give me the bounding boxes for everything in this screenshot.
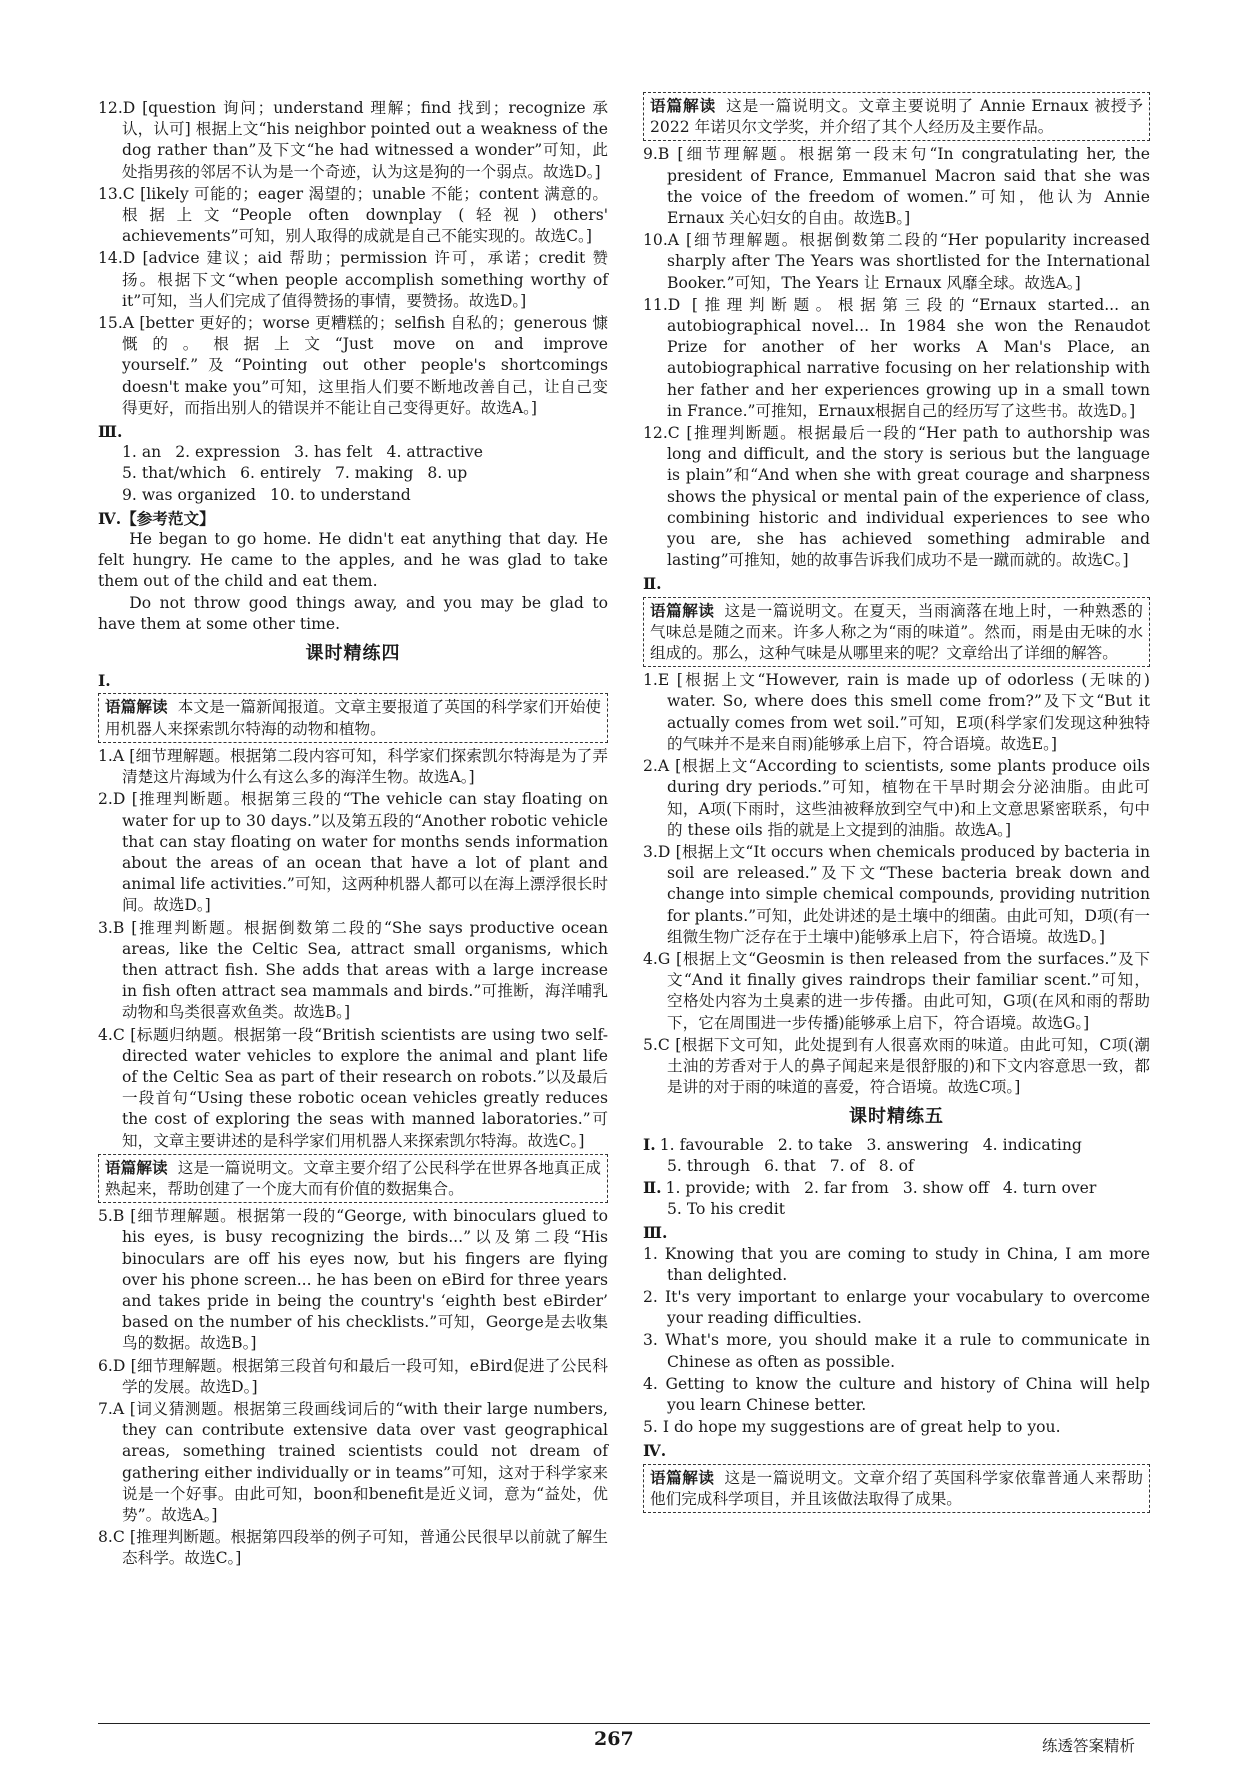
answer-item	[643, 230, 1150, 294]
section-1-label: Ⅰ.	[98, 671, 111, 691]
lesson-heading-4: 课时精练四	[305, 643, 401, 665]
answer-cell: 7. of	[829, 1156, 865, 1175]
answer-item	[643, 842, 1150, 948]
section-4-label: Ⅳ.【参考范文】	[98, 508, 215, 528]
answer-cell: 2. far from	[804, 1178, 889, 1197]
answer-number: 5.B	[98, 1207, 125, 1226]
answer-cell: 10. to understand	[270, 485, 411, 504]
box-text: 这是一篇说明文。文章主要介绍了公民科学在世界各地真正成熟起来，帮助创建了一个庞大而有价值的数据集合。	[105, 1158, 601, 1198]
section-label: Ⅱ.	[643, 1177, 662, 1197]
section-3-answers	[98, 442, 608, 506]
answer-item	[643, 295, 1150, 422]
translation-sentence: 3. What's more, you should make it a rule to communicate in Chinese as often as possible.	[643, 1331, 1150, 1371]
answer-cell: 9. was organized	[122, 485, 257, 504]
answer-cell: 1. an	[122, 443, 162, 462]
answer-explanation: [推理判断题。根据最后一段的“Her path to authorship was long and difficult, and the story is serious but the language is plain”和“And when she with great courage and sharpness shows the physical or mental pain of the experience of class, combining historic and individual experiences to see who you are, she has achieved something admirable and lasting”可推知，她的故事告诉我们成功不是一蹴而就的。故选C。]	[667, 424, 1150, 570]
answer-cell: 6. entirely	[240, 464, 321, 483]
box-text: 这是一篇说明文。文章介绍了英国科学家依靠普通人来帮助他们完成科学项目，并且该做法取得了成果。	[650, 1468, 1143, 1508]
exercise-4-label: Ⅳ.	[643, 1441, 667, 1461]
answer-item	[643, 144, 1150, 229]
answer-number: 8.C	[98, 1528, 125, 1547]
box-text: 本文是一篇新闻报道。文章主要报道了英国的科学家们开始使用机器人来探索凯尔特海的动物和植物。	[105, 698, 601, 738]
translation-sentence: 2. It's very important to enlarge your vocabulary to overcome your reading difficulties.	[643, 1287, 1150, 1328]
answer-number: 4.G	[643, 949, 671, 968]
box-label: 语篇解读	[105, 1157, 168, 1177]
passage-summary-box	[643, 1464, 1150, 1513]
answer-explanation: [标题归纳题。根据第一段“British scientists are using two self-directed water vehicles to explore the animal and plant life of the Celtic Sea as part of their research on robots.”以及最后一段首句“Using these robotic ocean vehicles greatly reduces the cost of exploring the seas with manned laboratories.”可知，文章主要讲述的是科学家们用机器人来探索凯尔特海。故选C。]	[122, 1025, 608, 1150]
answer-item	[98, 918, 608, 1024]
answer-number: 5.C	[643, 1035, 670, 1054]
answer-cell: 3. has felt	[294, 443, 373, 462]
answer-list-mid	[98, 746, 608, 1152]
answer-number: 3.B	[98, 918, 125, 937]
answer-cell: 7. making	[334, 464, 414, 483]
answer-number: 4.C	[98, 1025, 125, 1044]
answer-cell: 8. of	[878, 1156, 914, 1175]
answer-explanation: [细节理解题。根据倒数第二段的“Her popularity increased sharply after The Years was shortlisted for the International Booker.”可知，The Years 让 Ernaux 风靡全球。故选A。]	[667, 231, 1150, 292]
footer-rule	[98, 1723, 1150, 1724]
answer-number: 9.B	[643, 145, 670, 164]
answer-item	[98, 1527, 608, 1569]
answer-cell: 3. answering	[866, 1135, 969, 1154]
answer-cell: 5. that/which	[122, 464, 227, 483]
passage-summary-box	[643, 92, 1150, 141]
answer-number: 11.D	[643, 295, 681, 314]
translation-sentence: 5. I do hope my suggestions are of great help to you.	[643, 1418, 1061, 1437]
section-label: Ⅰ.	[643, 1134, 656, 1154]
answer-row	[643, 1134, 1150, 1156]
answer-cell: 1. favourable	[659, 1135, 764, 1154]
box-text: 这是一篇说明文。文章主要说明了 Annie Ernaux 被授予 2022 年诺贝尔文学奖，并介绍了其个人经历及主要作品。	[650, 97, 1143, 137]
section-3-label: Ⅲ.	[98, 422, 123, 442]
answer-list-bottom	[98, 1206, 608, 1569]
answer-explanation: [根据上文“Geosmin is then released from the surfaces.”及下文“And it finally gives raindrops their familiar scent.”可知，空格处内容为土臭素的进一步传播。由此可知，G项(在风和雨的帮助下，它在周围进一步传播)能够承上启下，符合语境。故选G。]	[667, 949, 1150, 1032]
answer-item	[98, 98, 608, 183]
answer-list-a	[643, 144, 1150, 571]
answer-explanation: [better 更好的；worse 更糟糕的；selfish 自私的；generous 慷慨的。根据上文“Just move on and improve yourself.”及“Pointing out other people's shortcomings doesn't make you”可知，这里指人们要不断地改善自己，让自己变得更好，而指出别人的错误并不能让自己变得更好。故选A。]	[122, 314, 608, 417]
answer-explanation: [根据上文“However, rain is made up of odorless (无味的) water. So, where does this smell come from?”及下文“But it actually comes from wet soil.”可知，E项(科学家们发现这种独特的气味并不是来自雨)能够承上启下，符合语境。故选E。]	[667, 671, 1150, 753]
lesson-heading-5: 课时精练五	[849, 1106, 944, 1128]
answer-number: 2.D	[98, 790, 126, 809]
answer-number: 6.D	[98, 1356, 126, 1375]
answer-item	[643, 756, 1150, 841]
answer-explanation: [推理判断题。根据第三段的“The vehicle can stay floating on water for up to 30 days.”以及第五段的“Another robotic vehicle that can stay floating on water for months sends information about the areas of an ocean that have a lot of plant and animal life activities.”可知，这两种机器人都可以在海上漂浮很长时间。故选D。]	[122, 790, 608, 915]
box-label: 语篇解读	[105, 697, 168, 717]
answer-cell: 8. up	[427, 464, 468, 483]
essay-paragraph-1: He began to go home. He didn't eat anything that day. He felt hungry. He came to the apples, and he was glad to take them out of the child and eat them.	[98, 530, 608, 591]
answer-cell: 5. through	[667, 1156, 751, 1175]
passage-summary-box	[643, 597, 1150, 668]
answer-number: 7.A	[98, 1399, 125, 1418]
answer-number: 12.C	[643, 424, 680, 443]
answer-cell: 5. To his credit	[667, 1200, 786, 1219]
answer-item	[98, 1025, 608, 1152]
answer-item	[643, 1035, 1150, 1099]
answer-explanation: [推理判断题。根据第三段的“Ernaux started... an autobiographical novel... In 1984 she won the Renaudot Prize for another of her works A Man's Place, an autobiographical narrative focusing on her relationship with her father and her experiences growing up in a small town in France.”可推知，Ernaux根据自己的经历写了这些书。故选D。]	[667, 295, 1150, 420]
answer-row	[98, 463, 608, 484]
footer-title: 练透答案精析	[1042, 1737, 1136, 1755]
translation-sentence: 4. Getting to know the culture and history of China will help you learn Chinese better.	[643, 1374, 1150, 1414]
right-column	[643, 98, 1150, 1516]
answer-item	[98, 313, 608, 419]
answer-number: 1.A	[98, 746, 125, 765]
answer-list-b	[643, 670, 1150, 1098]
answer-explanation: [根据上文“It occurs when chemicals produced by bacteria in soil are released.”及下文“These bacteria break down and change into simple chemical compounds, providing nutrition for plants.”可知，此处讲述的是土壤中的细菌。由此可知，D项(有一组微生物广泛存在于土壤中)能够承上启下，符合语境。故选D。]	[667, 842, 1151, 946]
answer-number: 13.C	[98, 184, 135, 203]
answer-number: 15.A	[98, 314, 135, 333]
answer-cell: 4. turn over	[1002, 1178, 1097, 1197]
answer-list-top	[98, 98, 608, 419]
page-number: 267	[594, 1728, 634, 1750]
box-label: 语篇解读	[650, 600, 715, 620]
box-text: 这是一篇说明文。在夏天，当雨滴落在地上时，一种熟悉的气味总是随之而来。许多人称之为“雨的味道”。然而，雨是由无味的水组成的。那么，这种气味是从哪里来的呢？文章给出了详细的解答。	[650, 601, 1143, 663]
answer-cell: 1. provide; with	[665, 1178, 791, 1197]
answer-number: 2.A	[643, 757, 670, 776]
answer-number: 10.A	[643, 231, 680, 250]
answer-explanation: [细节理解题。根据第二段内容可知，科学家们探索凯尔特海是为了弄清楚这片海域为什么有这么多的海洋生物。故选A。]	[122, 746, 608, 787]
answer-item	[643, 949, 1150, 1034]
answer-explanation: [根据下文可知，此处提到有人很喜欢雨的味道。由此可知，C项(潮土油的芳香对于人的鼻子闻起来是很舒服的)和下文内容意思一致，都是讲的对于雨的味道的喜爱，符合语境。故选C项。]	[667, 1035, 1150, 1097]
answer-explanation: [根据上文“According to scientists, some plants produce oils during dry periods.”可知，植物在干旱时期会分泌油脂。由此可知，A项(下雨时，这些油被释放到空气中)和上文意思紧密联系，句中的 these oils 指的就是上文提到的油脂。故选A。]	[667, 757, 1150, 839]
answer-explanation: [推理判断题。根据倒数第二段的“She says productive ocean areas, like the Celtic Sea, attract small organisms, which then attract fish. She adds that areas with a large increase in fish often attract sea mammals and birds.”可推断，海洋哺乳动物和鸟类很喜欢鱼类。故选B。]	[122, 918, 608, 1022]
answer-cell: 6. that	[764, 1156, 816, 1175]
answer-item	[98, 789, 608, 916]
answer-item	[98, 746, 608, 788]
answer-cell: 4. attractive	[386, 443, 483, 462]
exercise-3-sentences	[643, 1244, 1150, 1439]
answer-row	[643, 1156, 1150, 1177]
answer-row	[643, 1199, 1150, 1220]
answer-number: 3.D	[643, 842, 671, 861]
answer-item	[643, 423, 1150, 571]
box-label: 语篇解读	[650, 1467, 715, 1487]
box-label: 语篇解读	[650, 96, 717, 115]
answer-explanation: [细节理解题。根据第一段的“George, with binoculars glued to his eyes, is busy recognizing the birds...”以及第二段“His binoculars are off his eyes now, but his fingers are flying over his phone screen... he has been on eBird for three years and takes pride in being the country's ‘eighth best eBirder’ based on the number of his checklists.”可知，George是去收集鸟的数据。故选B。]	[122, 1207, 608, 1353]
answer-explanation: [advice 建议；aid 帮助；permission 许可，承诺；credit 赞扬。根据下文“when people accomplish something worthy of it”可知，当人们完成了值得赞扬的事情，要赞扬。故选D。]	[122, 249, 608, 310]
answer-item	[98, 1356, 608, 1398]
answer-cell: 3. show off	[902, 1178, 989, 1197]
answer-item	[98, 184, 608, 248]
answer-number: 1.E	[643, 671, 670, 690]
answer-explanation: [词义猜测题。根据第三段画线词后的“with their large numbers, they can contribute extensive data over vast geographical areas, something trained scientists could not dream of gathering either individually or in teams”可知，这对于科学家来说是一个好事。由此可知，boon和benefit是近义词，意为“益处，优势”。故选A。]	[122, 1399, 608, 1524]
essay-paragraph-2: Do not throw good things away, and you may be glad to have them at some other time.	[98, 593, 608, 633]
answer-item	[98, 1399, 608, 1526]
passage-summary-box	[98, 1154, 608, 1203]
answer-explanation: [question 询问；understand 理解；find 找到；recognize 承认，认可] 根据上文“his neighbor pointed out a weakness of the dog rather than”及下文“he had witnessed a wonder”可知，此处指男孩的邻居不认为是一个奇迹，认为这是狗的一个弱点。故选D。]	[122, 99, 608, 181]
answer-cell: 4. indicating	[982, 1135, 1082, 1154]
answer-explanation: [细节理解题。根据第三段首句和最后一段可知，eBird促进了公民科学的发展。故选D。]	[122, 1356, 608, 1396]
answer-cell: 2. to take	[777, 1135, 853, 1154]
answer-number: 14.D	[98, 249, 136, 268]
answer-item	[643, 670, 1150, 755]
answer-explanation: [推理判断题。根据第四段举的例子可知，普通公民很早以前就了解生态科学。故选C。]	[122, 1528, 608, 1568]
answer-explanation: [细节理解题。根据第一段末句“In congratulating her, the president of France, Emmanuel Macron said that she was the voice of the freedom of women.”可知，他认为 Annie Ernaux 关心妇女的自由。故选B。]	[667, 145, 1150, 228]
answer-item	[98, 248, 608, 312]
answer-row	[98, 442, 608, 463]
answer-item	[98, 1206, 608, 1354]
answer-cell: 2. expression	[175, 443, 281, 462]
passage-summary-box	[98, 693, 608, 742]
left-column	[98, 98, 608, 1571]
translation-sentence: 1. Knowing that you are coming to study in China, I am more than delighted.	[643, 1244, 1150, 1284]
answer-row	[98, 485, 608, 506]
exercise-3-label: Ⅲ.	[643, 1223, 668, 1243]
exercise-2-answers	[643, 1177, 1150, 1220]
answer-number: 12.D	[98, 99, 136, 117]
answer-row	[643, 1177, 1150, 1199]
exercise-1-answers	[643, 1134, 1150, 1177]
answer-explanation: [likely 可能的；eager 渴望的；unable 不能；content 满意的。根据上文“People often downplay (轻视) others' achievements”可知，别人取得的成就是自己不能实现的。故选C。]	[122, 184, 608, 246]
section-2-label: Ⅱ.	[643, 574, 662, 594]
